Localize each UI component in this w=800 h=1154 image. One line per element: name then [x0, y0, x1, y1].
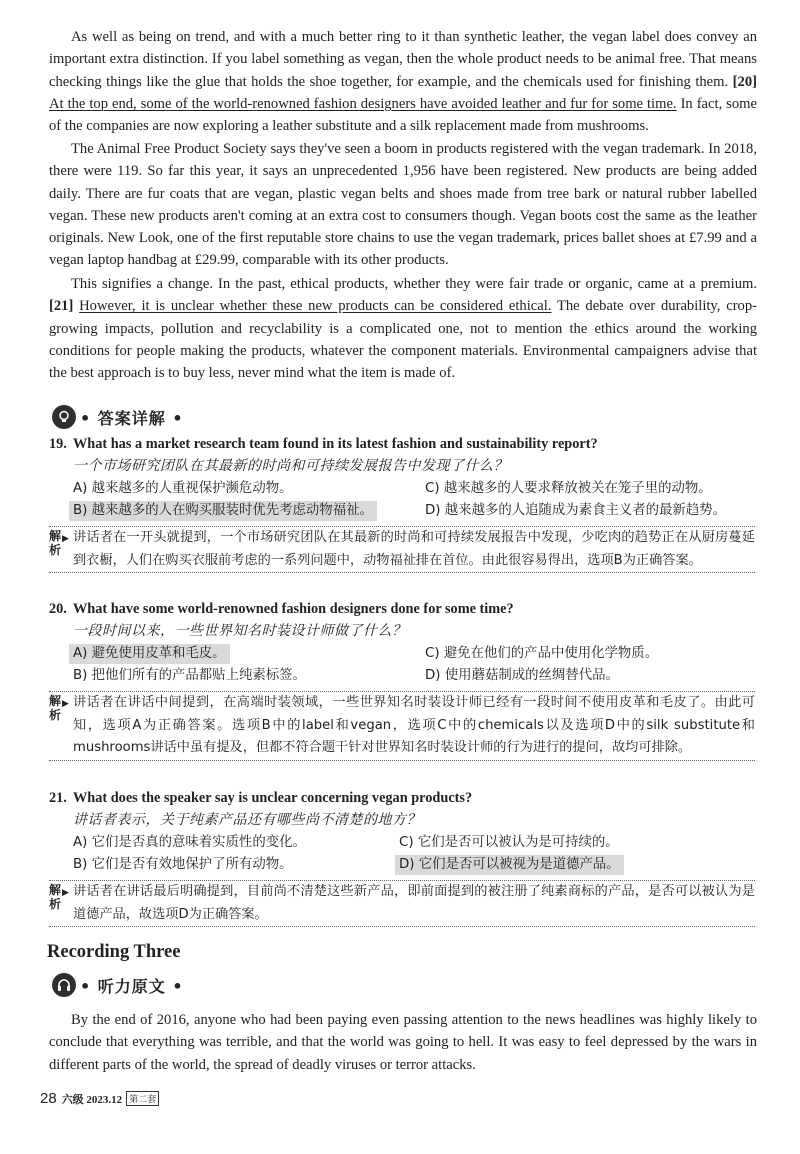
question-20 [49, 598, 759, 686]
answers-section-title: • 答案详解 • [80, 408, 184, 428]
question-translation: 讲话者表示，关于纯素产品还有哪些尚不清楚的地方？ [73, 812, 421, 828]
issue-label: 六级 2023.12 [61, 1093, 123, 1106]
question-number: 21. [49, 790, 67, 806]
lightbulb-icon [52, 405, 76, 429]
question-translation: 一个市场研究团队在其最新的时尚和可持续发展报告中发现了什么？ [73, 458, 508, 474]
explanation-tag: 解析 ▶ [49, 883, 69, 911]
option-c: C) 越来越多的人要求释放被关在笼子里的动物。 [425, 481, 712, 496]
question-marker-21: [21] [49, 298, 74, 315]
arrow-icon: ▶ [62, 534, 69, 544]
headphones-icon [52, 973, 76, 997]
option-b-correct-highlight: B) 越来越多的人在购买服装时优先考虑动物福祉。 [69, 501, 377, 521]
option-c: C) 它们是否可以被认为是可持续的。 [399, 835, 619, 850]
option-c: C) 避免在他们的产品中使用化学物质。 [425, 646, 659, 661]
options [49, 642, 759, 686]
passage-paragraph-2: The Animal Free Product Society says they've seen a boom in products registered with the vegan trademark. In 2018, there were 119. So far this year, it says an unprecedented 1,956 have been registered. New products are being added daily. There are fur coats that are vegan, plastic vegan belts and shoes made from tree bark or natural rubber labelled vegan. These new products aren't coming at an extra cost to consumers though. Vegan boots cost the same as the leather originals. New Look, one of the first reputable store chains to use the vegan trademark, prices ballet shoes at £7.99 and a vegan laptop handbag at £29.99, comparable with its other products. [49, 141, 757, 269]
option-a: A) 越来越多的人重视保护濒危动物。 [73, 481, 293, 496]
question-text: What have some world-renowned fashion designers done for some time? [73, 601, 514, 617]
explanation-21 [49, 880, 755, 927]
question-number: 20. [49, 601, 67, 617]
transcript-section-title: • 听力原文 • [80, 976, 184, 996]
explanation-19 [49, 526, 755, 573]
page-number: 28 [40, 1090, 57, 1107]
explanation-tag: 解析 ▶ [49, 529, 69, 557]
underlined-key-sentence-21: However, it is unclear whether these new products can be considered ethical. [79, 298, 552, 315]
option-d-correct-highlight: D) 它们是否可以被视为是道德产品。 [395, 855, 624, 875]
option-d: D) 越来越多的人追随成为素食主义者的最新趋势。 [425, 503, 726, 518]
explanation-20 [49, 691, 755, 761]
question-text: What has a market research team found in its latest fashion and sustainability report? [73, 436, 598, 452]
page-footer [40, 1090, 159, 1107]
question-translation: 一段时间以来，一些世界知名时装设计师做了什么？ [73, 623, 407, 639]
option-b: B) 它们是否有效地保护了所有动物。 [73, 857, 293, 872]
explanation-text: 讲话者在讲话中间提到，在高端时装领域，一些世界知名时装设计师已经有一段时间不使用皮革和毛皮了。由此可知，选项A为正确答案。选项B中的label和vegan，选项C中的chemicals以及选项D中的silk substitute和mushrooms讲话中虽有提及，但都不符合题干针对世界知名时装设计师的行为进行的提问，故均可排除。 [73, 695, 755, 755]
question-number: 19. [49, 436, 67, 452]
transcript-section-header [52, 973, 184, 997]
option-b: B) 把他们所有的产品都贴上纯素标签。 [73, 668, 306, 683]
question-21 [49, 787, 759, 875]
passage-paragraph-3: This signifies a change. In the past, ethical products, whether they were fair trade or organic, came at a premium. [21] However, it is unclear whether these new products can be considered ethical. The debate over durability, crop-growing impacts, pollution and recyclability is a complicated one, not to mention the ethics around the working conditions for people making the products, whatever the component materials. Environmental campaigners advise that the best approach is to buy less, never mind what the item is made of. [49, 276, 758, 382]
explanation-text: 讲话者在一开头就提到，一个市场研究团队在其最新的时尚和可持续发展报告中发现，少吃肉的趋势正在从厨房蔓延到衣橱，人们在购买衣服前考虑的一系列问题中，动物福祉排在首位。由此很容易得出，选项B为正确答案。 [73, 530, 755, 568]
arrow-icon: ▶ [62, 888, 69, 898]
explanation-text: 讲话者在讲话最后明确提到，目前尚不清楚这些新产品，即前面提到的被注册了纯素商标的产品，是否可以被认为是道德产品，故选项D为正确答案。 [73, 884, 755, 922]
set-badge: 第二套 [126, 1091, 159, 1106]
underlined-key-sentence-20: At the top end, some of the world-renowned fashion designers have avoided leather and fur for some time. [49, 95, 677, 112]
option-d: D) 使用蘑菇制成的丝绸替代品。 [425, 668, 619, 683]
question-19 [49, 433, 759, 521]
answers-section-header [52, 405, 184, 429]
options [49, 477, 759, 521]
transcript-paragraph: By the end of 2016, anyone who had been paying even passing attention to the news headlines was highly likely to conclude that everything was terrible, and that the world was going to hell. It was easy to feel depressed by the wars in different parts of the world, the spread of deadly viruses or terror attacks. [49, 1012, 757, 1073]
passage-paragraph-1: As well as being on trend, and with a much better ring to it than synthetic leather, the vegan label does convey an important extra distinction. If you label something as vegan, then the whole product needs to be animal free. That means checking things like the glue that holds the shoe together, for example, and the chemicals used for finishing them. [20] At the top end, some of the world-renowned fashion designers have avoided leather and fur for some time. In fact, some of the companies are now exploring a leather substitute and a silk replacement made from mushrooms. [49, 29, 757, 135]
explanation-tag: 解析 ▶ [49, 694, 69, 722]
option-a: A) 它们是否真的意味着实质性的变化。 [73, 835, 306, 850]
question-text: What does the speaker say is unclear concerning vegan products? [73, 790, 473, 806]
option-a-correct-highlight: A) 避免使用皮革和毛皮。 [69, 644, 230, 664]
options [49, 831, 759, 875]
recording-title: Recording Three [47, 942, 181, 962]
question-marker-20: [20] [732, 73, 757, 90]
arrow-icon: ▶ [62, 699, 69, 709]
